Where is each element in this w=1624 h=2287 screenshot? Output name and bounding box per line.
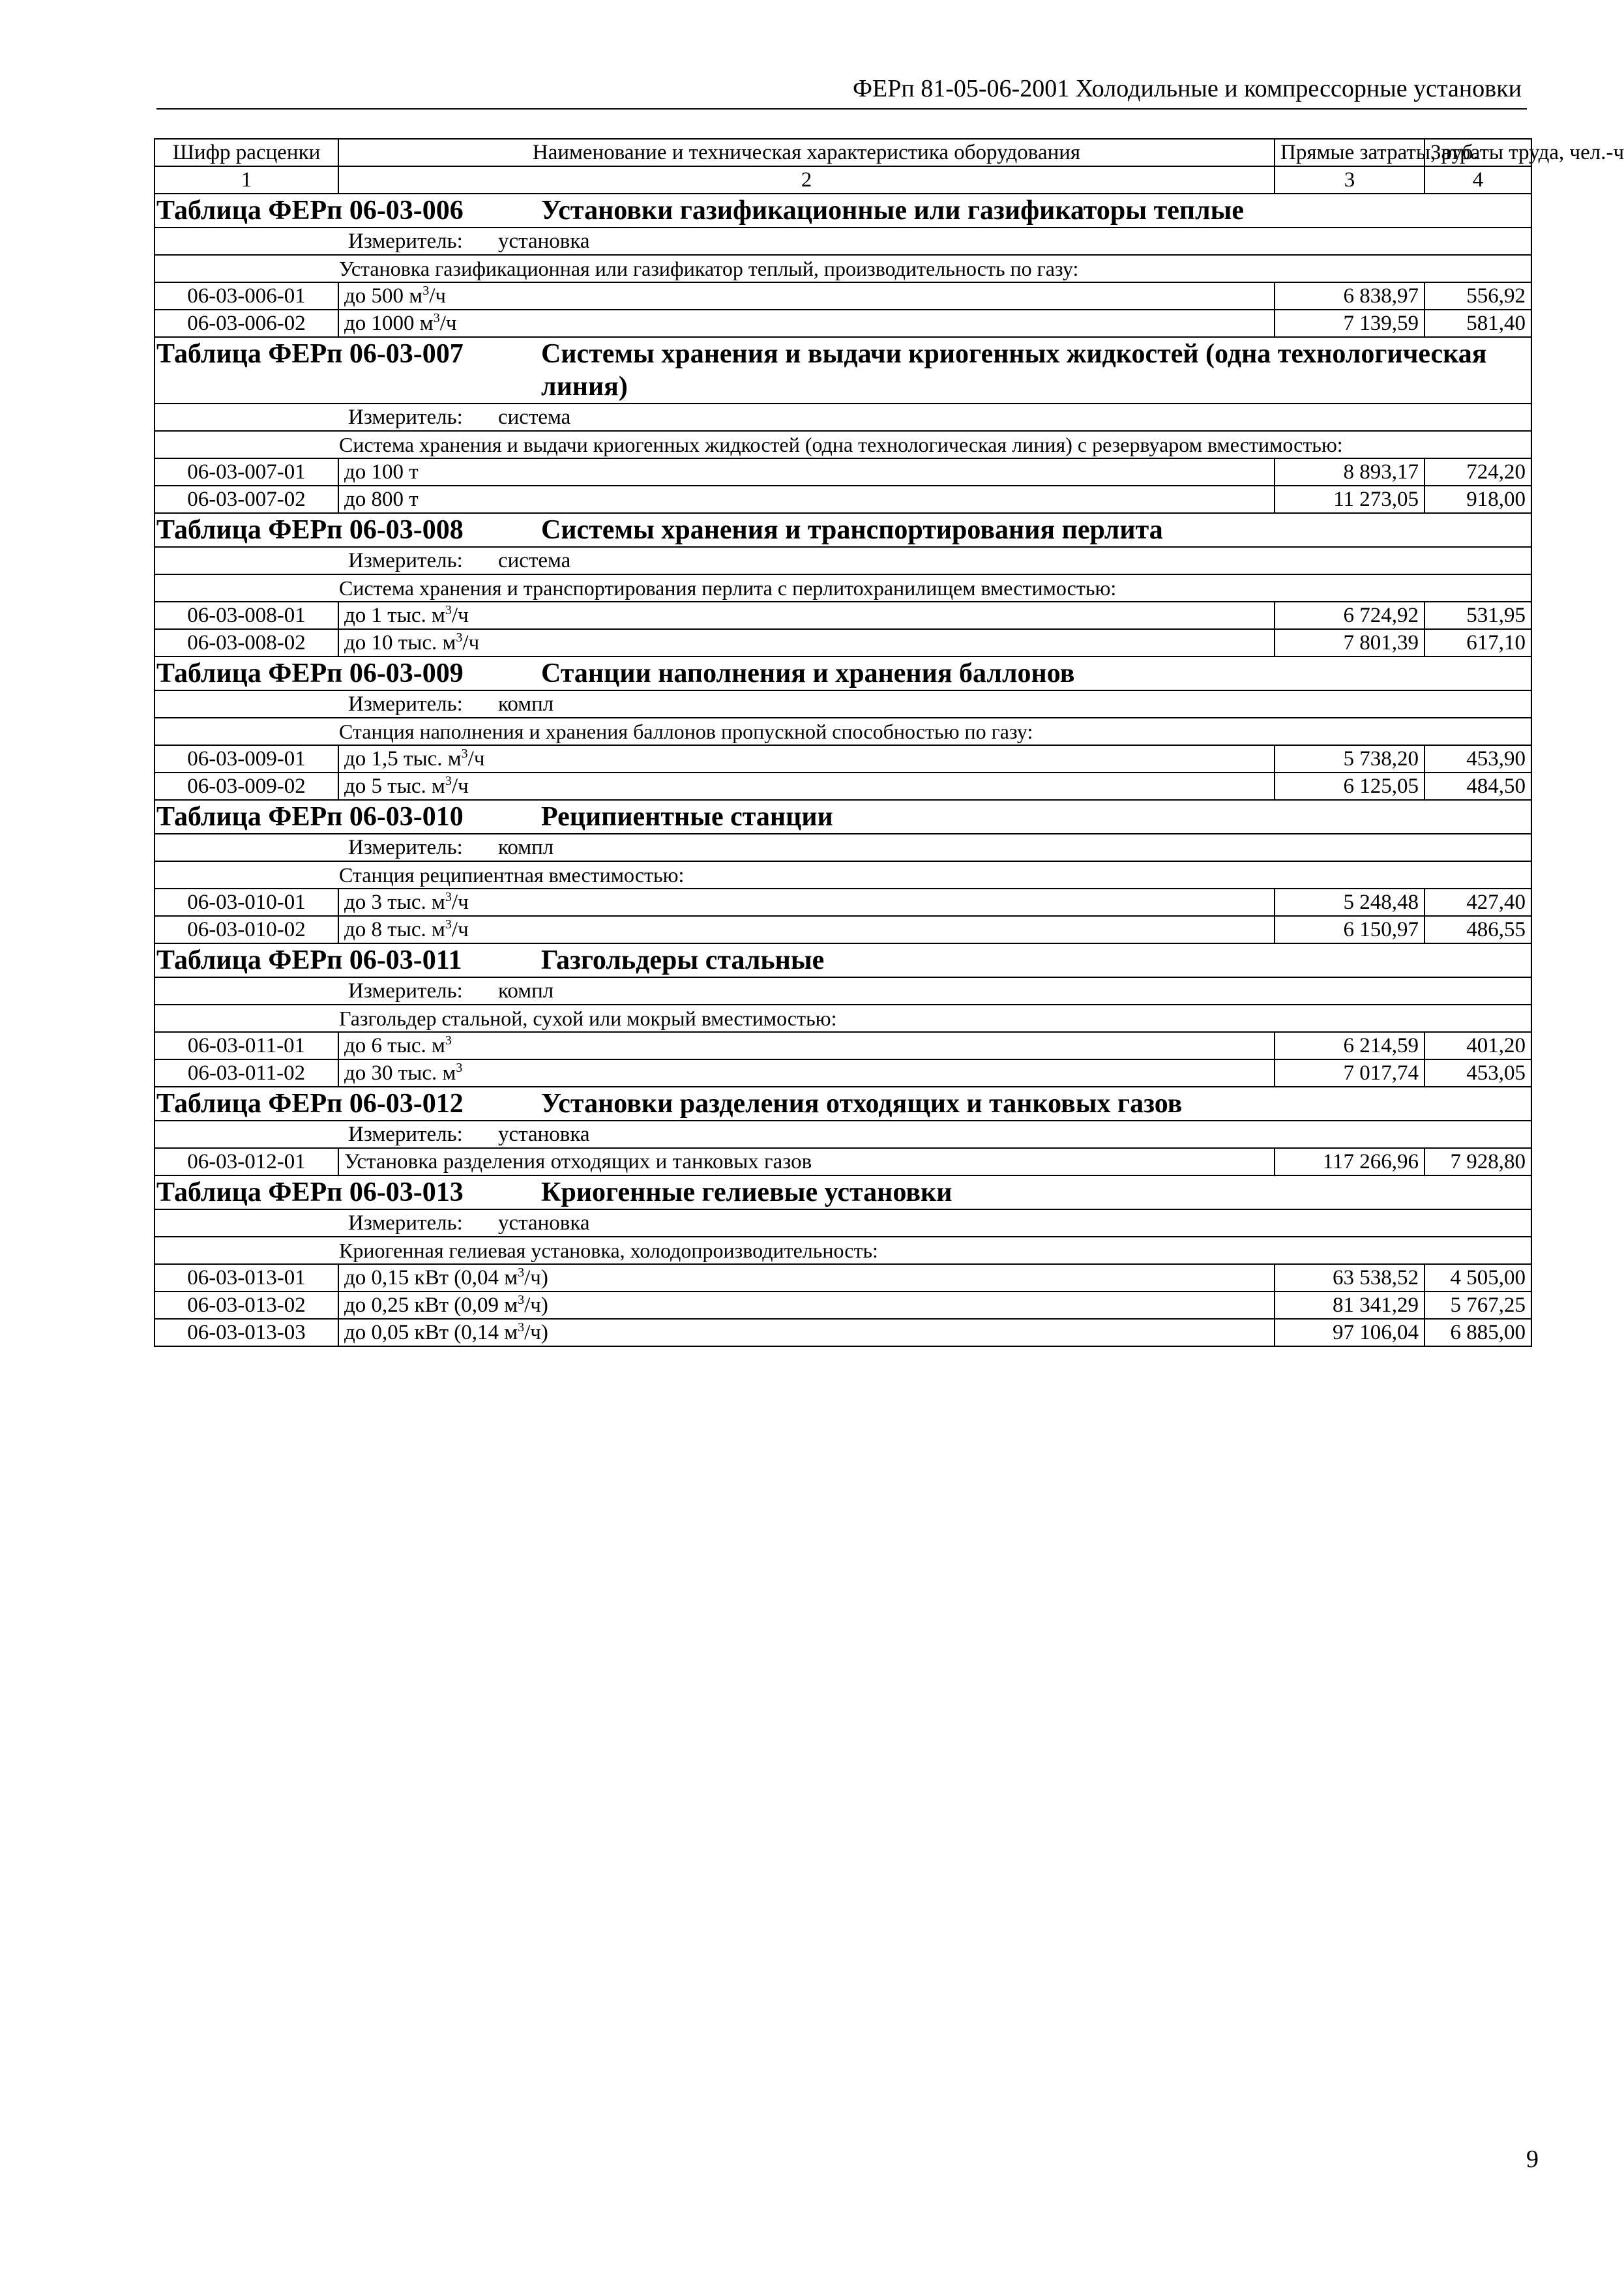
rate-name: до 0,05 кВт (0,14 м	[344, 1321, 518, 1344]
labor-cost: 4 505,00	[1425, 1264, 1531, 1291]
section-description-row	[155, 861, 1531, 889]
direct-cost: 6 214,59	[1275, 1032, 1425, 1059]
rates-table-body	[155, 139, 1624, 1346]
section-table-number: Таблица ФЕРп 06-03-012	[156, 1089, 464, 1119]
direct-cost: 7 017,74	[1275, 1059, 1425, 1087]
section-unit-cell	[155, 1121, 1531, 1148]
unit-value: установка	[498, 229, 590, 253]
section-description: Станция реципиентная вместимостью:	[155, 861, 1531, 889]
section-title-cell	[155, 1087, 1531, 1121]
direct-cost: 97 106,04	[1275, 1319, 1425, 1346]
table-row	[155, 745, 1531, 773]
unit-value: система	[498, 549, 571, 572]
rate-name: до 800 т	[344, 488, 419, 511]
section-title: Установки газификационные или газификаторы теплые	[541, 196, 1245, 226]
section-table-number: Таблица ФЕРп 06-03-011	[156, 945, 462, 975]
rate-name-cell	[338, 1032, 1275, 1059]
table-row	[155, 773, 1531, 800]
column-header-labor: Затраты труда, чел.-ч	[1425, 139, 1531, 166]
rate-name-superscript: 3	[461, 746, 468, 761]
table-row	[155, 1291, 1531, 1319]
rate-name-unit-suffix: /ч	[439, 312, 457, 335]
rate-name-cell	[338, 282, 1275, 310]
direct-cost: 6 150,97	[1275, 916, 1425, 943]
unit-label: Измеритель:	[348, 406, 463, 429]
rate-code: 06-03-011-02	[155, 1059, 338, 1087]
direct-cost: 11 273,05	[1275, 486, 1425, 513]
unit-label: Измеритель:	[348, 979, 463, 1003]
section-description: Газгольдер стальной, сухой или мокрый вместимостью:	[155, 1005, 1531, 1032]
section-description-row	[155, 574, 1531, 602]
direct-cost: 81 341,29	[1275, 1291, 1425, 1319]
rate-name: до 1000 м	[344, 312, 434, 335]
labor-cost: 484,50	[1425, 773, 1531, 800]
unit-value: компл	[498, 692, 554, 716]
rate-name-cell	[338, 486, 1275, 513]
section-unit-cell	[155, 834, 1531, 861]
labor-cost: 556,92	[1425, 282, 1531, 310]
section-title-row	[155, 800, 1531, 834]
rate-name: до 10 тыс. м	[344, 631, 456, 655]
table-header-row	[155, 139, 1531, 166]
section-description: Система хранения и выдачи криогенных жидкостей (одна технологическая линия) с резервуаром вместимостью:	[155, 431, 1531, 458]
rates-table	[154, 138, 1624, 1347]
labor-cost: 427,40	[1425, 889, 1531, 916]
section-title: Системы хранения и транспортирования перлита	[541, 515, 1163, 545]
rate-name: до 100 т	[344, 460, 419, 484]
table-row	[155, 889, 1531, 916]
rate-name-superscript: 3	[445, 917, 452, 932]
rate-code: 06-03-010-01	[155, 889, 338, 916]
section-description-row	[155, 1005, 1531, 1032]
section-unit-row	[155, 977, 1531, 1005]
table-row	[155, 916, 1531, 943]
section-description-row	[155, 718, 1531, 745]
section-title-row	[155, 513, 1531, 547]
rate-name-superscript: 3	[445, 603, 452, 617]
labor-cost: 453,05	[1425, 1059, 1531, 1087]
section-title: Реципиентные станции	[541, 802, 833, 832]
direct-cost: 8 893,17	[1275, 458, 1425, 486]
table-row	[155, 629, 1531, 657]
unit-value: компл	[498, 836, 554, 859]
rate-name: до 30 тыс. м	[344, 1061, 456, 1085]
page-header	[156, 76, 1527, 110]
direct-cost: 6 125,05	[1275, 773, 1425, 800]
rate-name: до 6 тыс. м	[344, 1034, 445, 1057]
section-table-number: Таблица ФЕРп 06-03-007	[156, 339, 464, 369]
section-title-cell	[155, 943, 1531, 977]
document-title: ФЕРп 81-05-06-2001 Холодильные и компрессорные установки	[853, 75, 1522, 102]
rate-name: до 5 тыс. м	[344, 775, 445, 798]
table-row	[155, 1319, 1531, 1346]
direct-cost: 7 139,59	[1275, 310, 1425, 337]
unit-label: Измеритель:	[348, 1123, 463, 1146]
direct-cost: 6 724,92	[1275, 602, 1425, 629]
rate-code: 06-03-007-02	[155, 486, 338, 513]
direct-cost: 63 538,52	[1275, 1264, 1425, 1291]
section-title: Станции наполнения и хранения баллонов	[541, 658, 1075, 688]
labor-cost: 5 767,25	[1425, 1291, 1531, 1319]
rate-name: до 3 тыс. м	[344, 891, 445, 914]
section-title-row	[155, 194, 1531, 228]
page-number: 9	[1526, 2146, 1539, 2173]
section-title-cell	[155, 800, 1531, 834]
rate-name: до 0,15 кВт (0,04 м	[344, 1266, 518, 1290]
section-title-row	[155, 337, 1531, 404]
unit-value: установка	[498, 1123, 590, 1146]
rate-code: 06-03-013-02	[155, 1291, 338, 1319]
section-unit-cell	[155, 228, 1531, 255]
rate-code: 06-03-009-01	[155, 745, 338, 773]
table-row	[155, 602, 1531, 629]
rate-code: 06-03-012-01	[155, 1148, 338, 1175]
rate-name-cell	[338, 889, 1275, 916]
rate-name-cell	[338, 629, 1275, 657]
rate-name: Установка разделения отходящих и танковых газов	[344, 1150, 812, 1173]
section-title-cell	[155, 337, 1531, 404]
rate-code: 06-03-007-01	[155, 458, 338, 486]
rate-name-cell	[338, 773, 1275, 800]
rate-name-superscript: 3	[445, 1033, 452, 1048]
unit-label: Измеритель:	[348, 549, 463, 572]
section-title-row	[155, 657, 1531, 690]
section-table-number: Таблица ФЕРп 06-03-008	[156, 515, 464, 545]
section-table-number: Таблица ФЕРп 06-03-009	[156, 658, 464, 688]
section-title-row	[155, 943, 1531, 977]
section-unit-row	[155, 547, 1531, 574]
rate-code: 06-03-011-01	[155, 1032, 338, 1059]
rate-name-superscript: 3	[456, 630, 463, 645]
table-row	[155, 1032, 1531, 1059]
labor-cost: 581,40	[1425, 310, 1531, 337]
unit-label: Измеритель:	[348, 836, 463, 859]
rate-name: до 1,5 тыс. м	[344, 747, 462, 771]
rate-name: до 1 тыс. м	[344, 604, 445, 627]
section-unit-row	[155, 404, 1531, 431]
section-unit-cell	[155, 690, 1531, 718]
column-number-1: 1	[155, 166, 338, 194]
rate-name-superscript: 3	[433, 311, 440, 325]
rate-name-cell	[338, 1291, 1275, 1319]
labor-cost: 531,95	[1425, 602, 1531, 629]
section-title-row	[155, 1087, 1531, 1121]
labor-cost: 918,00	[1425, 486, 1531, 513]
table-row	[155, 486, 1531, 513]
section-table-number: Таблица ФЕРп 06-03-006	[156, 196, 464, 226]
rate-name-superscript: 3	[422, 284, 430, 298]
section-unit-cell	[155, 547, 1531, 574]
rate-code: 06-03-010-02	[155, 916, 338, 943]
section-table-number: Таблица ФЕРп 06-03-010	[156, 802, 464, 832]
table-row	[155, 1148, 1531, 1175]
section-description: Установка газификационная или газификатор теплый, производительность по газу:	[155, 255, 1531, 282]
column-header-code: Шифр расценки	[155, 139, 338, 166]
section-description: Система хранения и транспортирования перлита с перлитохранилищем вместимостью:	[155, 574, 1531, 602]
rate-code: 06-03-006-02	[155, 310, 338, 337]
unit-value: компл	[498, 979, 554, 1003]
section-table-number: Таблица ФЕРп 06-03-013	[156, 1177, 464, 1207]
rate-code: 06-03-013-01	[155, 1264, 338, 1291]
rate-name-unit-suffix: /ч	[451, 918, 469, 941]
rate-name-cell	[338, 458, 1275, 486]
rate-code: 06-03-009-02	[155, 773, 338, 800]
rate-name-superscript: 3	[518, 1293, 525, 1307]
section-unit-row	[155, 834, 1531, 861]
column-number-3: 3	[1275, 166, 1425, 194]
section-description-row	[155, 255, 1531, 282]
table-row	[155, 458, 1531, 486]
rate-code: 06-03-013-03	[155, 1319, 338, 1346]
table-row	[155, 1264, 1531, 1291]
section-description-row	[155, 431, 1531, 458]
rate-name-superscript: 3	[518, 1265, 525, 1280]
table-row	[155, 310, 1531, 337]
column-number-2: 2	[338, 166, 1275, 194]
column-number-4: 4	[1425, 166, 1531, 194]
section-description: Криогенная гелиевая установка, холодопроизводительность:	[155, 1237, 1531, 1264]
section-unit-row	[155, 1121, 1531, 1148]
rate-name: до 0,25 кВт (0,09 м	[344, 1293, 518, 1317]
direct-cost: 6 838,97	[1275, 282, 1425, 310]
section-title-row	[155, 1175, 1531, 1209]
rate-name-unit-suffix: /ч)	[524, 1266, 548, 1290]
section-unit-row	[155, 228, 1531, 255]
section-unit-cell	[155, 1209, 1531, 1237]
rate-name: до 8 тыс. м	[344, 918, 445, 941]
direct-cost: 5 248,48	[1275, 889, 1425, 916]
rate-name-unit-suffix: /ч	[451, 891, 469, 914]
rate-name-unit-suffix: /ч	[462, 631, 480, 655]
rate-name-superscript: 3	[445, 774, 452, 788]
labor-cost: 7 928,80	[1425, 1148, 1531, 1175]
rate-name-superscript: 3	[456, 1061, 463, 1075]
direct-cost: 117 266,96	[1275, 1148, 1425, 1175]
section-unit-cell	[155, 977, 1531, 1005]
rate-name-unit-suffix: /ч	[451, 604, 469, 627]
section-description: Станция наполнения и хранения баллонов пропускной способностью по газу:	[155, 718, 1531, 745]
unit-label: Измеритель:	[348, 692, 463, 716]
direct-cost: 5 738,20	[1275, 745, 1425, 773]
labor-cost: 453,90	[1425, 745, 1531, 773]
section-title-cell	[155, 513, 1531, 547]
rate-name-cell	[338, 310, 1275, 337]
unit-value: система	[498, 406, 571, 429]
rate-name-cell	[338, 916, 1275, 943]
rate-name-superscript: 3	[518, 1320, 525, 1335]
column-header-name: Наименование и техническая характеристика оборудования	[338, 139, 1275, 166]
rate-name-unit-suffix: /ч)	[524, 1293, 548, 1317]
unit-label: Измеритель:	[348, 229, 463, 253]
table-row	[155, 282, 1531, 310]
rate-name: до 500 м	[344, 284, 423, 308]
section-title-cell	[155, 657, 1531, 690]
section-unit-cell	[155, 404, 1531, 431]
labor-cost: 401,20	[1425, 1032, 1531, 1059]
section-title-cell	[155, 1175, 1531, 1209]
section-title: Системы хранения и выдачи криогенных жидкостей (одна технологическая линия)	[541, 339, 1487, 402]
section-title-cell	[155, 194, 1531, 228]
rate-code: 06-03-008-01	[155, 602, 338, 629]
column-number-row	[155, 166, 1531, 194]
rate-name-unit-suffix: /ч	[467, 747, 485, 771]
labor-cost: 486,55	[1425, 916, 1531, 943]
rate-code: 06-03-008-02	[155, 629, 338, 657]
rate-name-cell	[338, 1264, 1275, 1291]
unit-label: Измеритель:	[348, 1211, 463, 1235]
rate-name-cell	[338, 1148, 1275, 1175]
rate-name-unit-suffix: /ч	[429, 284, 446, 308]
rate-name-cell	[338, 602, 1275, 629]
unit-value: установка	[498, 1211, 590, 1235]
section-unit-row	[155, 690, 1531, 718]
section-description-row	[155, 1237, 1531, 1264]
section-title: Газгольдеры стальные	[541, 945, 825, 975]
section-title: Криогенные гелиевые установки	[541, 1177, 952, 1207]
section-title: Установки разделения отходящих и танковых газов	[541, 1089, 1183, 1119]
labor-cost: 617,10	[1425, 629, 1531, 657]
table-row	[155, 1059, 1531, 1087]
labor-cost: 6 885,00	[1425, 1319, 1531, 1346]
rate-name-unit-suffix: /ч	[451, 775, 469, 798]
direct-cost: 7 801,39	[1275, 629, 1425, 657]
rate-name-cell	[338, 745, 1275, 773]
column-header-direct: Прямые затраты, руб.	[1275, 139, 1425, 166]
labor-cost: 724,20	[1425, 458, 1531, 486]
rate-name-cell	[338, 1059, 1275, 1087]
rate-name-unit-suffix: /ч)	[524, 1321, 548, 1344]
rate-name-cell	[338, 1319, 1275, 1346]
rate-code: 06-03-006-01	[155, 282, 338, 310]
rate-name-superscript: 3	[445, 890, 452, 904]
section-unit-row	[155, 1209, 1531, 1237]
